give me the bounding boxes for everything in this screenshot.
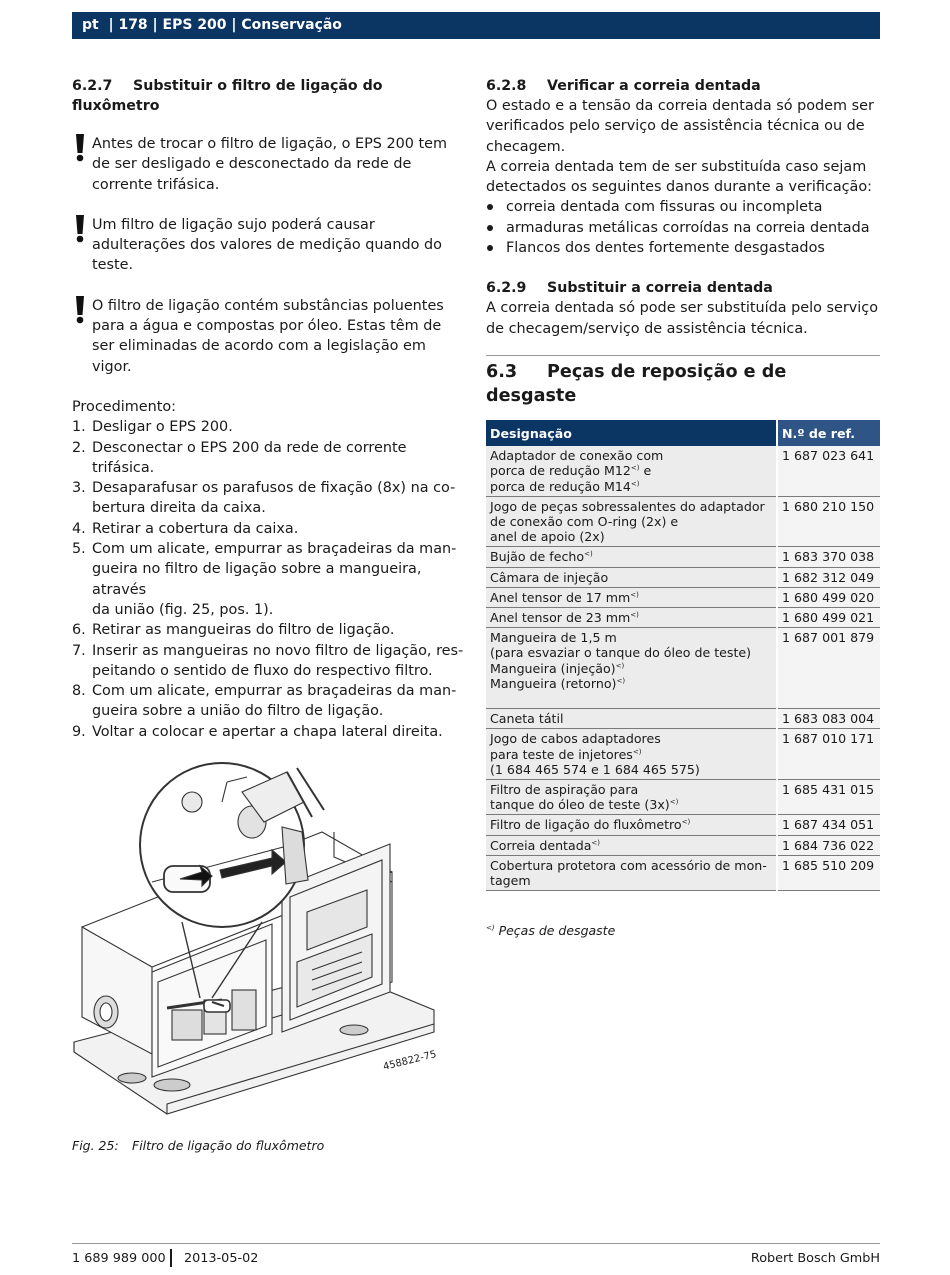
step-text: Voltar a colocar e apertar a chapa lateral direita. [92,723,443,740]
procedure-step [72,620,468,640]
designation-cell [486,547,777,567]
right-column [486,76,880,938]
designation-text: Cobertura protetora com acessório de mon- [490,857,767,873]
step-text: Desconectar o EPS 200 da rede de corrente trifásica. [92,439,407,476]
designation-text: de conexão com O-ring (2x) e [490,513,679,529]
wear-mark: <) [632,747,642,756]
designation-cell [486,446,777,496]
ref-number-cell: 1 685 431 015 [777,780,880,815]
bullet-text: Flancos dos dentes fortemente desgastados [506,240,825,257]
wear-mark: <) [630,590,639,599]
ref-number-cell: 1 680 499 020 [777,587,880,607]
parts-table [486,420,880,891]
designation-text: Jogo de peças sobressalentes do adaptador [490,498,765,514]
ref-number-cell: 1 683 083 004 [777,709,880,729]
section-heading: Substituir o filtro de ligação do fluxômetro [72,78,383,114]
designation-text: tanque do óleo de teste (3x) [490,797,670,813]
procedure-step [72,417,468,437]
procedure-step [72,438,468,479]
footer-company: Robert Bosch GmbH [750,1251,880,1266]
wear-mark: <) [681,818,691,827]
designation-line [490,858,772,873]
ref-number-cell: 1 687 023 641 [777,446,880,496]
designation-line [490,529,772,544]
damage-bullet-list [486,197,880,258]
warning-text: Um filtro de ligação sujo poderá causar adulterações dos valores de medição quando do teste. [92,216,442,274]
table-row [486,608,880,628]
paragraph-628-2: A correia dentada tem de ser substituída caso sejam detectados os seguintes danos durante a verificação: [486,158,873,196]
section-number: 6.3 [486,361,518,382]
step-number: 4. [72,520,86,537]
wear-mark: <) [486,924,495,933]
ref-number-cell: 1 682 312 049 [777,567,880,587]
designation-suffix: e [639,463,652,479]
ref-number-cell: 1 687 010 171 [777,729,880,780]
designation-line [490,590,772,605]
designation-text: Mangueira (injeção) [490,660,616,676]
ref-number-cell: 1 684 736 022 [777,835,880,855]
table-row [486,446,880,496]
figure-code: 458822-75 [382,1049,438,1073]
designation-line [490,747,772,762]
designation-text: Filtro de ligação do fluxômetro [490,817,682,833]
designation-line [490,570,772,585]
exclamation-icon [72,296,88,324]
wear-mark: <) [615,661,625,670]
table-row [486,729,880,780]
ref-number-cell: 1 680 499 021 [777,608,880,628]
designation-cell [486,855,777,890]
designation-line [490,479,772,494]
table-row [486,496,880,547]
procedure-title: Procedimento: [72,398,177,415]
section-heading: Substituir a correia dentada [547,280,773,297]
designation-line [490,782,772,797]
exclamation-icon [72,134,88,162]
paragraph-628-1: O estado e a tensão da correia dentada só podem ser verificados pelo serviço de assistência técnica ou de checagem. [486,98,874,155]
step-number: 2. [72,439,86,456]
wear-mark: <) [584,550,593,559]
designation-line [490,630,772,645]
designation-line [490,873,772,888]
bullet-dot [487,245,493,251]
table-row [486,628,880,709]
footnote-text: Peças de desgaste [494,923,616,939]
footer-divider [72,1243,880,1244]
designation-line [490,448,772,463]
step-number: 3. [72,480,86,497]
section-63 [486,355,880,408]
step-text: Com um alicate, empurrar as braçadeiras da man- [92,683,457,700]
designation-line [490,731,772,746]
wear-footnote [486,923,880,938]
step-number: 9. [72,723,86,740]
step-text: peitando o sentido de fluxo do respectivo filtro. [92,662,433,679]
figure-caption [72,1138,468,1154]
machine-drawing [72,762,468,1132]
designation-text: (1 684 465 574 e 1 684 465 575) [490,761,700,777]
procedure-step [72,539,468,620]
paragraph-629: A correia dentada só pode ser substituída pelo serviço de checagem/serviço de assistência técnica. [486,300,879,337]
section-title-628 [486,76,880,96]
table-row [486,709,880,729]
ref-number-cell: 1 687 434 051 [777,815,880,835]
designation-text: para teste de injetores [490,746,633,762]
section-heading: Verificar a correia dentada [547,78,761,94]
warnings-list [72,134,468,377]
step-text: Desligar o EPS 200. [92,419,233,436]
designation-cell [486,567,777,587]
designation-line [490,463,772,478]
section-heading: Peças de reposição e de desgaste [486,361,787,406]
bullet-item [486,197,880,217]
procedure-step [72,641,468,682]
designation-cell [486,729,777,780]
designation-cell [486,608,777,628]
designation-text: Câmara de injeção [490,569,609,585]
figure-caption-text: Filtro de ligação do fluxômetro [132,1138,325,1154]
step-number: 7. [72,642,86,659]
bullet-item [486,218,880,238]
designation-cell [486,780,777,815]
procedure-step [72,519,468,539]
table-row [486,587,880,607]
designation-line [490,691,772,706]
table-row [486,855,880,890]
bullet-dot [487,225,493,231]
bullet-text: armaduras metálicas corroídas na correia dentada [506,219,870,236]
designation-line [490,762,772,777]
designation-line [490,514,772,529]
designation-line [490,661,772,676]
exclamation-icon [72,215,88,243]
designation-text: Filtro de aspiração para [490,782,639,798]
footer-separator [170,1249,172,1267]
designation-line [490,817,772,832]
designation-text: Bujão de fecho [490,549,585,565]
ref-number-cell: 1 687 001 879 [777,628,880,709]
column-header-designation: Designação [486,420,777,446]
section-title-627 [72,76,468,116]
designation-text: Anel tensor de 23 mm [490,610,631,625]
section-title-63 [486,360,880,408]
wear-mark: <) [616,676,626,685]
ref-number-cell: 1 680 210 150 [777,496,880,547]
designation-line [490,610,772,625]
designation-text: tagem [490,873,531,889]
parts-table-body [486,446,880,891]
designation-line [490,797,772,812]
designation-text: Mangueira (retorno) [490,675,617,691]
designation-text: anel de apoio (2x) [490,529,605,545]
step-number: 1. [72,419,86,436]
designation-cell [486,709,777,729]
step-number: 6. [72,622,86,639]
step-text: gueira no filtro de ligação sobre a mangueira, através [92,561,422,598]
column-header-ref: N.º de ref. [777,420,880,446]
warning-text: O filtro de ligação contém substâncias poluentes para a água e compostas por óleo. Estas têm de ser eliminadas de acordo com a legislação em vigor. [92,297,444,375]
designation-line [490,838,772,853]
designation-text: Anel tensor de 17 mm [490,589,631,605]
table-row [486,780,880,815]
page-header: pt | 178 | EPS 200 | Conservação [72,12,880,39]
designation-line [490,645,772,660]
section-number: 6.2.7 [72,78,113,94]
procedure-step [72,681,468,722]
step-text: Desaparafusar os parafusos de fixação (8x) na co- [92,480,456,497]
wear-mark: <) [591,838,601,847]
designation-cell [486,835,777,855]
designation-text: porca de redução M12 [490,463,631,479]
designation-text: Adaptador de conexão com [490,448,664,464]
warning-note [72,134,468,195]
step-text: Inserir as mangueiras no novo filtro de ligação, res- [92,642,464,659]
warning-text: Antes de trocar o filtro de ligação, o EPS 200 tem de ser desligado e desconectado da rede de corrente trifásica. [92,136,448,193]
step-text: Retirar a cobertura da caixa. [92,520,299,537]
bullet-item [486,238,880,258]
designation-line [490,711,772,726]
designation-cell [486,815,777,835]
step-number: 8. [72,683,86,700]
wear-mark: <) [630,610,639,619]
procedure-steps [72,417,468,742]
step-text: Retirar as mangueiras do filtro de ligação. [92,622,395,639]
figure-label: Fig. 25: [72,1138,119,1154]
section-number: 6.2.9 [486,280,527,297]
table-row [486,567,880,587]
step-text: gueira sobre a união do filtro de ligação. [92,703,384,720]
figure-filter-illustration [72,762,468,1132]
step-text: da união (fig. 25, pos. 1). [92,601,274,618]
designation-line [490,676,772,691]
ref-number-cell: 1 685 510 209 [777,855,880,890]
wear-mark: <) [669,798,679,807]
bullet-text: correia dentada com fissuras ou incompleta [506,199,823,216]
warning-note [72,215,468,276]
step-text: Com um alicate, empurrar as braçadeiras da man- [92,541,457,558]
designation-line [490,499,772,514]
designation-text: porca de redução M14 [490,478,631,494]
section-title-629 [486,278,880,298]
designation-text: (para esvaziar o tanque do óleo de teste) [490,645,752,661]
designation-line [490,549,772,564]
designation-text: Caneta tátil [490,711,564,727]
step-number: 5. [72,541,86,558]
wear-mark: <) [630,479,640,488]
designation-cell [486,628,777,709]
parts-table-header [486,420,880,446]
designation-cell [486,496,777,547]
table-row [486,547,880,567]
procedure-step [72,722,468,742]
footer-date: 2013-05-02 [184,1251,259,1266]
section-number: 6.2.8 [486,78,527,94]
warning-note [72,296,468,377]
designation-cell [486,587,777,607]
wear-mark: <) [630,464,640,473]
table-row [486,815,880,835]
designation-text: Correia dentada [490,837,592,853]
designation-text: Mangueira de 1,5 m [490,630,617,646]
ref-number-cell: 1 683 370 038 [777,547,880,567]
table-row [486,835,880,855]
left-column [72,76,468,1154]
designation-text: Jogo de cabos adaptadores [490,731,661,747]
step-text: bertura direita da caixa. [92,500,266,517]
footer-doc-code: 1 689 989 000 [72,1251,166,1266]
procedure-step [72,478,468,519]
bullet-dot [487,204,493,210]
